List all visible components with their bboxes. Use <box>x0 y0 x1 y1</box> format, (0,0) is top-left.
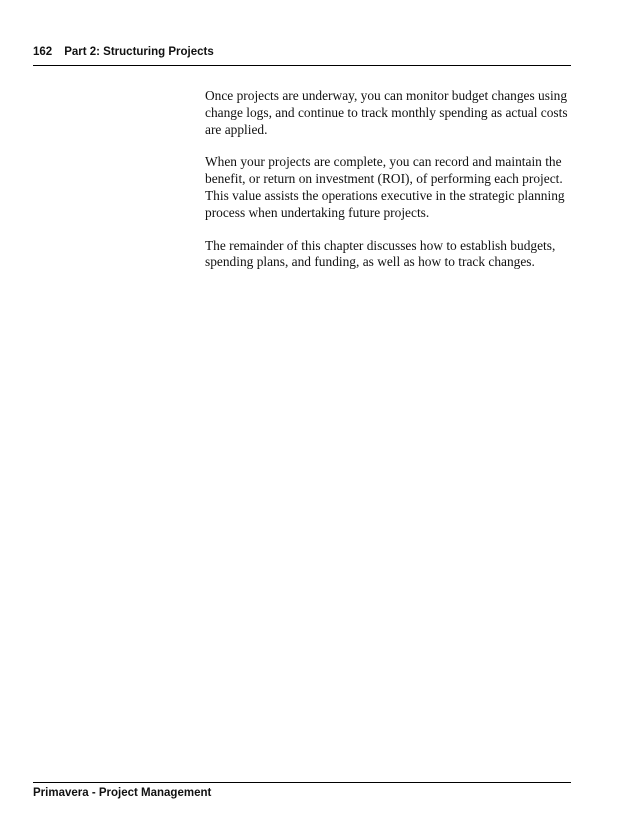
page-number: 162 <box>33 46 53 58</box>
footer-title: Primavera - Project Management <box>33 787 212 799</box>
paragraph: Once projects are underway, you can monitor budget changes using change logs, and continue to track monthly spending as actual costs are applied. <box>205 88 568 137</box>
section-title: Part 2: Structuring Projects <box>64 46 214 58</box>
paragraph: The remainder of this chapter discusses how to establish budgets, spending plans, and funding, as well as how to track changes. <box>205 237 556 270</box>
body-text <box>205 88 575 287</box>
page-header <box>33 45 571 66</box>
page-footer <box>33 782 571 800</box>
paragraph: When your projects are complete, you can record and maintain the benefit, or return on investment (ROI), of performing each project. This value assists the operations executive in the strategic planning process when undertaking future projects. <box>205 154 565 220</box>
